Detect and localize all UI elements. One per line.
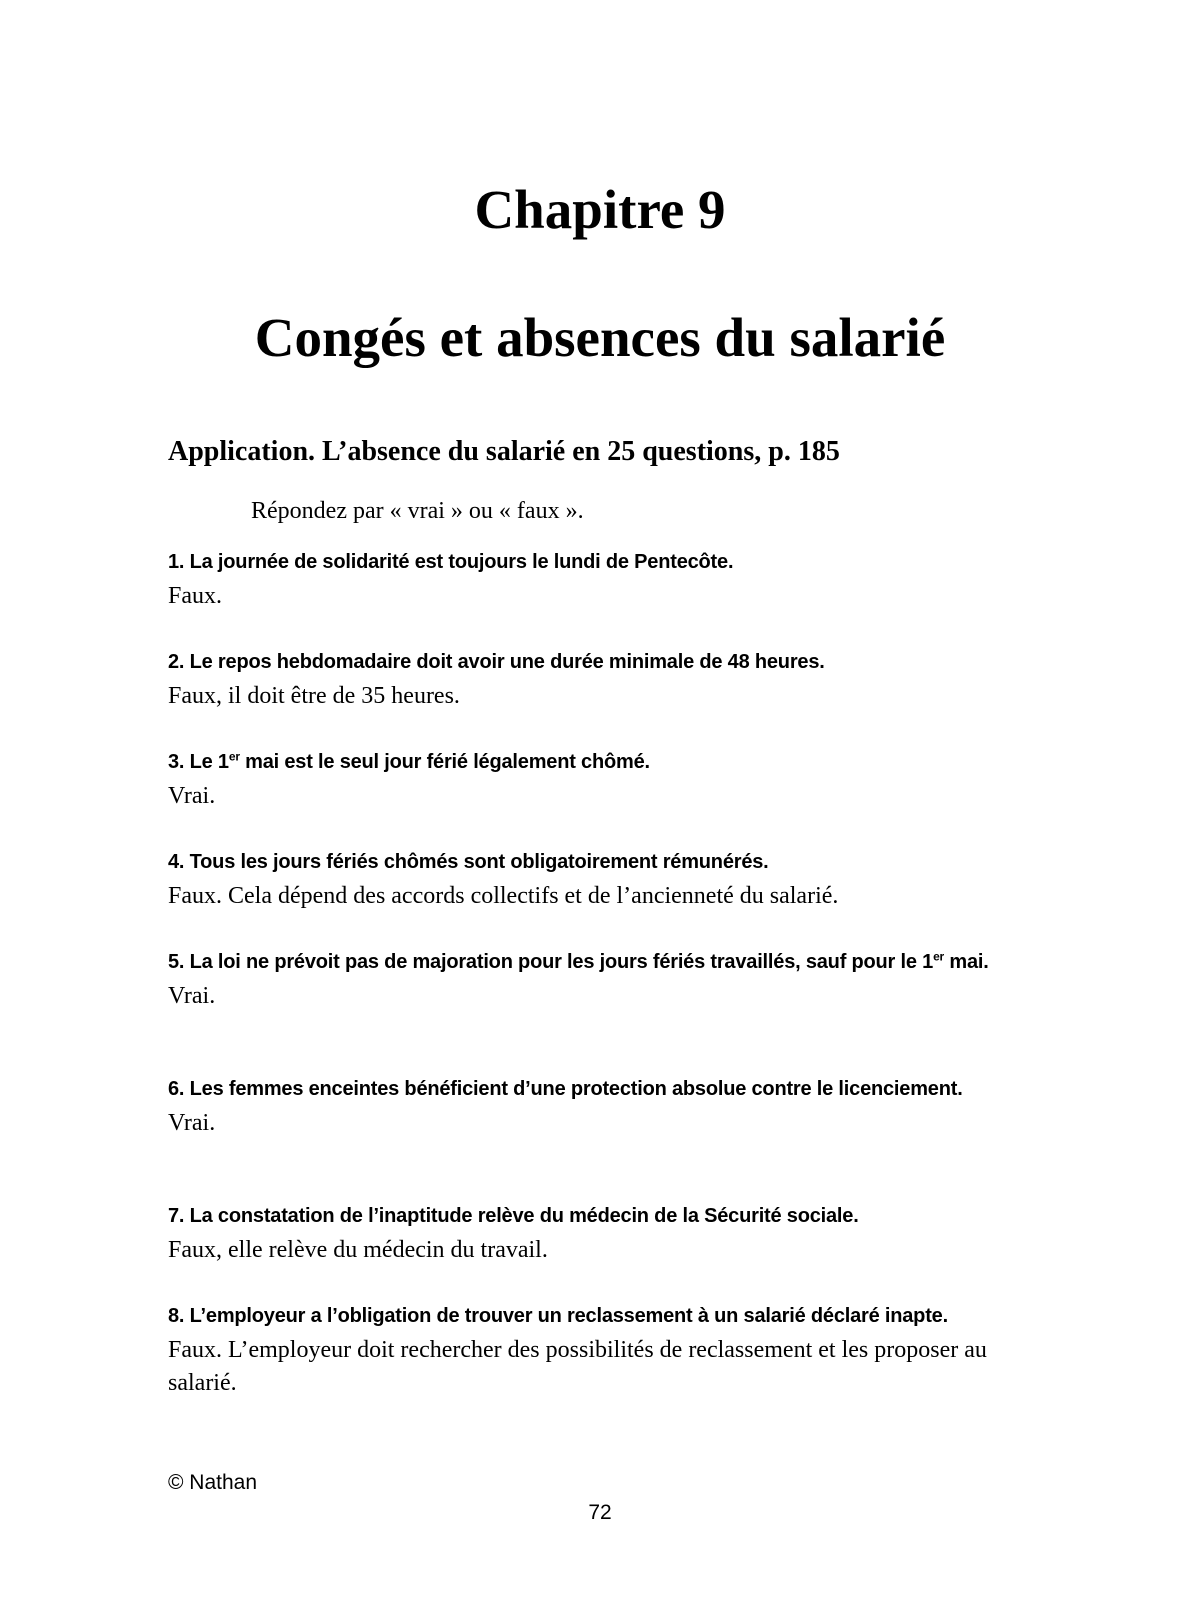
copyright-notice: © Nathan (168, 1471, 258, 1494)
question-text: 8. L’employeur a l’obligation de trouver un reclassement à un salarié déclaré inapte. (168, 1305, 948, 1327)
instruction-text: Répondez par « vrai » ou « faux ». (251, 498, 584, 524)
application-heading: Application. L’absence du salarié en 25 questions, p. 185 (168, 436, 840, 467)
question-item-7 (168, 1202, 1043, 1267)
question-text: 4. Tous les jours fériés chômés sont obligatoirement rémunérés. (168, 851, 769, 873)
chapter-subtitle: Congés et absences du salarié (254, 307, 946, 368)
question-text-start: 5. La loi ne prévoit pas de majoration pour les jours fériés travaillés, sauf pour le 1 (168, 951, 934, 973)
ordinal-superscript: er (933, 949, 945, 964)
answer-text: Faux. (168, 583, 222, 609)
question-text: 7. La constatation de l’inaptitude relève du médecin de la Sécurité sociale. (168, 1205, 859, 1227)
question-item-5 (168, 948, 1043, 1013)
answer-text: Vrai. (168, 983, 216, 1009)
question-text: 2. Le repos hebdomadaire doit avoir une durée minimale de 48 heures. (168, 651, 825, 673)
question-item-8 (168, 1302, 1043, 1400)
answer-text: Faux, il doit être de 35 heures. (168, 683, 460, 709)
question-item-4 (168, 848, 1043, 913)
question-text (168, 748, 1043, 776)
answer-text: Vrai. (168, 783, 216, 809)
page-number: 72 (588, 1501, 612, 1524)
question-item-2 (168, 648, 1043, 713)
chapter-title: Chapitre 9 (474, 179, 726, 240)
question-item-1 (168, 548, 1043, 613)
question-item-3 (168, 748, 1043, 813)
answer-text: Vrai. (168, 1110, 216, 1136)
answer-text: Faux, elle relève du médecin du travail. (168, 1237, 548, 1263)
question-text-end: mai. (944, 951, 989, 973)
question-text (168, 948, 1043, 976)
answer-text: Faux. Cela dépend des accords collectifs et de l’ancienneté du salarié. (168, 883, 839, 909)
question-text: 6. Les femmes enceintes bénéficient d’une protection absolue contre le licenciement. (168, 1078, 963, 1100)
answer-text: Faux. L’employeur doit rechercher des possibilités de reclassement et les proposer au salarié. (168, 1337, 987, 1396)
question-item-6 (168, 1075, 1043, 1140)
question-text-start: 3. Le 1 (168, 751, 229, 773)
question-text: 1. La journée de solidarité est toujours le lundi de Pentecôte. (168, 551, 734, 573)
question-text-end: mai est le seul jour férié légalement chômé. (239, 751, 650, 773)
ordinal-superscript: er (228, 749, 240, 764)
